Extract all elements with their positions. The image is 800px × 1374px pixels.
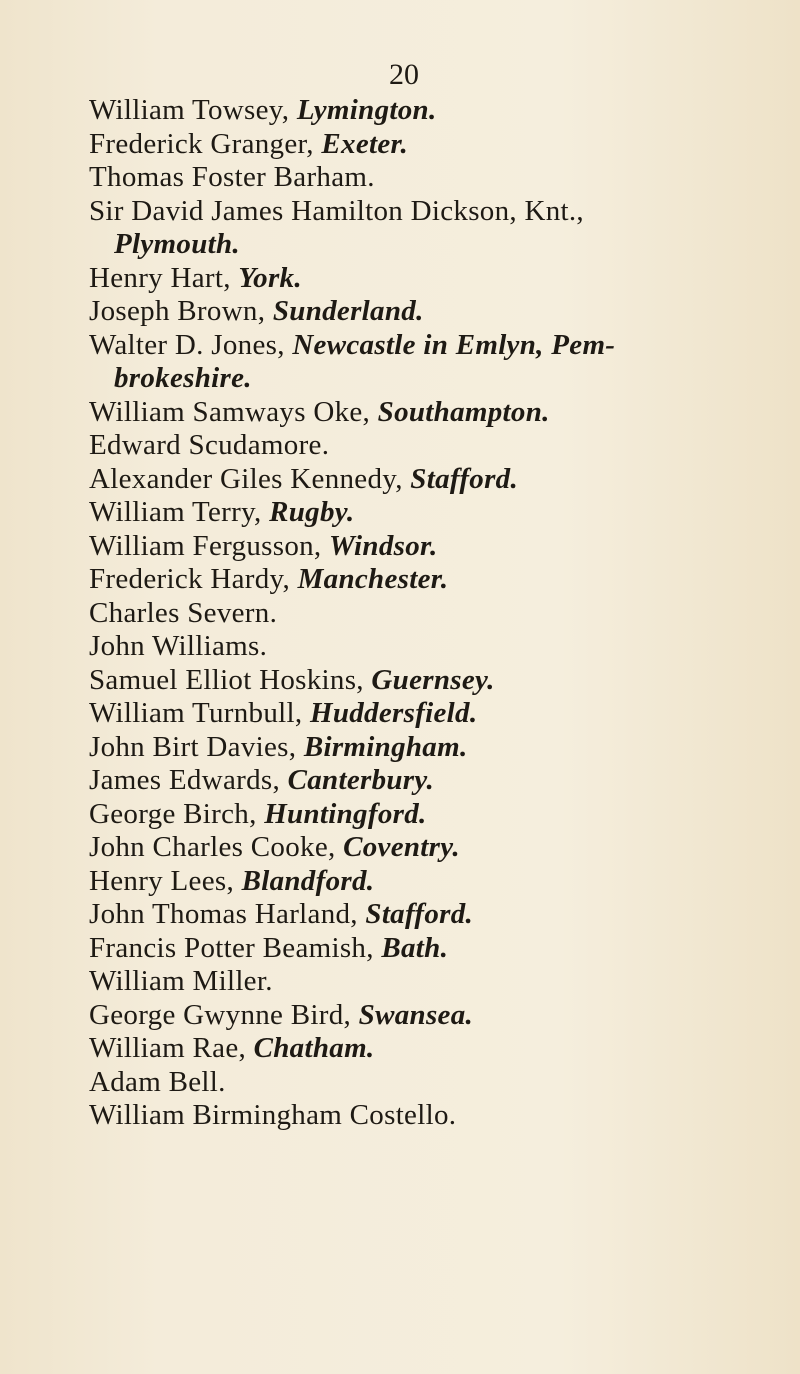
member-name: Samuel Elliot Hoskins, xyxy=(89,663,372,696)
member-name: Frederick Granger, xyxy=(89,127,322,160)
list-item xyxy=(0,128,800,162)
list-item xyxy=(0,463,800,497)
list-item xyxy=(0,1032,800,1066)
member-name: Francis Potter Beamish, xyxy=(89,931,382,964)
member-name: Edward Scudamore. xyxy=(89,429,330,461)
list-item xyxy=(0,195,800,229)
member-name: Alexander Giles Kennedy, xyxy=(89,462,411,495)
member-place: Swansea. xyxy=(358,998,474,1031)
member-place: Coventry. xyxy=(343,831,460,863)
member-name: John Thomas Harland, xyxy=(89,898,366,930)
member-name: William Terry, xyxy=(89,496,270,528)
member-place: Blandford. xyxy=(241,864,375,897)
member-name: William Miller. xyxy=(89,965,273,997)
list-item xyxy=(0,295,800,329)
list-item-continuation xyxy=(0,228,800,262)
member-name: Joseph Brown, xyxy=(89,295,273,327)
member-place: Canterbury. xyxy=(287,764,435,796)
member-name: William Turnbull, xyxy=(89,697,310,729)
list-item xyxy=(0,831,800,865)
member-place: Windsor. xyxy=(329,529,438,562)
member-place: Stafford. xyxy=(410,462,519,495)
member-place: Newcastle in Emlyn, Pem- xyxy=(292,328,616,361)
list-item xyxy=(0,329,800,363)
member-name: George Gwynne Bird, xyxy=(89,998,359,1031)
list-item xyxy=(0,429,800,463)
member-name: Adam Bell. xyxy=(89,1065,226,1098)
list-item xyxy=(0,798,800,832)
member-name: William Fergusson, xyxy=(89,529,330,562)
member-place: Guernsey. xyxy=(371,663,495,696)
list-item xyxy=(0,965,800,999)
member-name: Walter D. Jones, xyxy=(89,328,293,361)
member-name: John Charles Cooke, xyxy=(89,831,344,863)
member-name: John Williams. xyxy=(89,630,268,662)
page-number: 20 xyxy=(389,58,419,91)
member-name: Sir David James Hamilton Dickson, Knt., xyxy=(89,194,584,227)
member-name: William Towsey, xyxy=(89,94,297,126)
list-item-continuation xyxy=(0,362,800,396)
member-name: George Birch, xyxy=(89,797,265,830)
member-place: Stafford. xyxy=(365,898,474,930)
list-item xyxy=(0,563,800,597)
member-place: Bath. xyxy=(381,931,449,964)
member-place: Sunderland. xyxy=(272,295,424,327)
member-list xyxy=(0,94,800,1133)
member-place: Chatham. xyxy=(253,1032,375,1064)
member-place: Southampton. xyxy=(377,395,550,428)
list-item xyxy=(0,530,800,564)
member-name: Charles Severn. xyxy=(89,596,278,629)
list-item xyxy=(0,597,800,631)
member-name: William Rae, xyxy=(89,1032,254,1064)
member-place: Huntingford. xyxy=(264,797,427,830)
member-place: Lymington. xyxy=(296,94,437,126)
list-item xyxy=(0,161,800,195)
list-item xyxy=(0,630,800,664)
list-item xyxy=(0,94,800,128)
member-name: James Edwards, xyxy=(89,764,288,796)
member-name: John Birt Davies, xyxy=(89,730,304,763)
member-place: York. xyxy=(238,261,302,294)
list-item xyxy=(0,731,800,765)
member-place: Birmingham. xyxy=(303,730,468,763)
member-place: Huddersfield. xyxy=(309,697,478,729)
member-name: Thomas Foster Barham. xyxy=(89,161,375,193)
list-item xyxy=(0,697,800,731)
member-name: William Samways Oke, xyxy=(89,395,378,428)
list-item xyxy=(0,396,800,430)
list-item xyxy=(0,1066,800,1100)
member-place: Rugby. xyxy=(269,496,355,528)
list-item xyxy=(0,932,800,966)
member-place: Plymouth. xyxy=(114,228,240,260)
member-name: Henry Lees, xyxy=(89,864,242,897)
member-place: Manchester. xyxy=(297,563,449,595)
list-item xyxy=(0,496,800,530)
member-name: William Birmingham Costello. xyxy=(89,1099,457,1131)
list-item xyxy=(0,999,800,1033)
member-name: Henry Hart, xyxy=(89,261,239,294)
list-item xyxy=(0,664,800,698)
list-item xyxy=(0,764,800,798)
member-name: Frederick Hardy, xyxy=(89,563,298,595)
list-item xyxy=(0,865,800,899)
list-item xyxy=(0,1099,800,1133)
list-item xyxy=(0,262,800,296)
member-place: brokeshire. xyxy=(114,362,252,394)
member-place: Exeter. xyxy=(321,127,409,160)
list-item xyxy=(0,898,800,932)
